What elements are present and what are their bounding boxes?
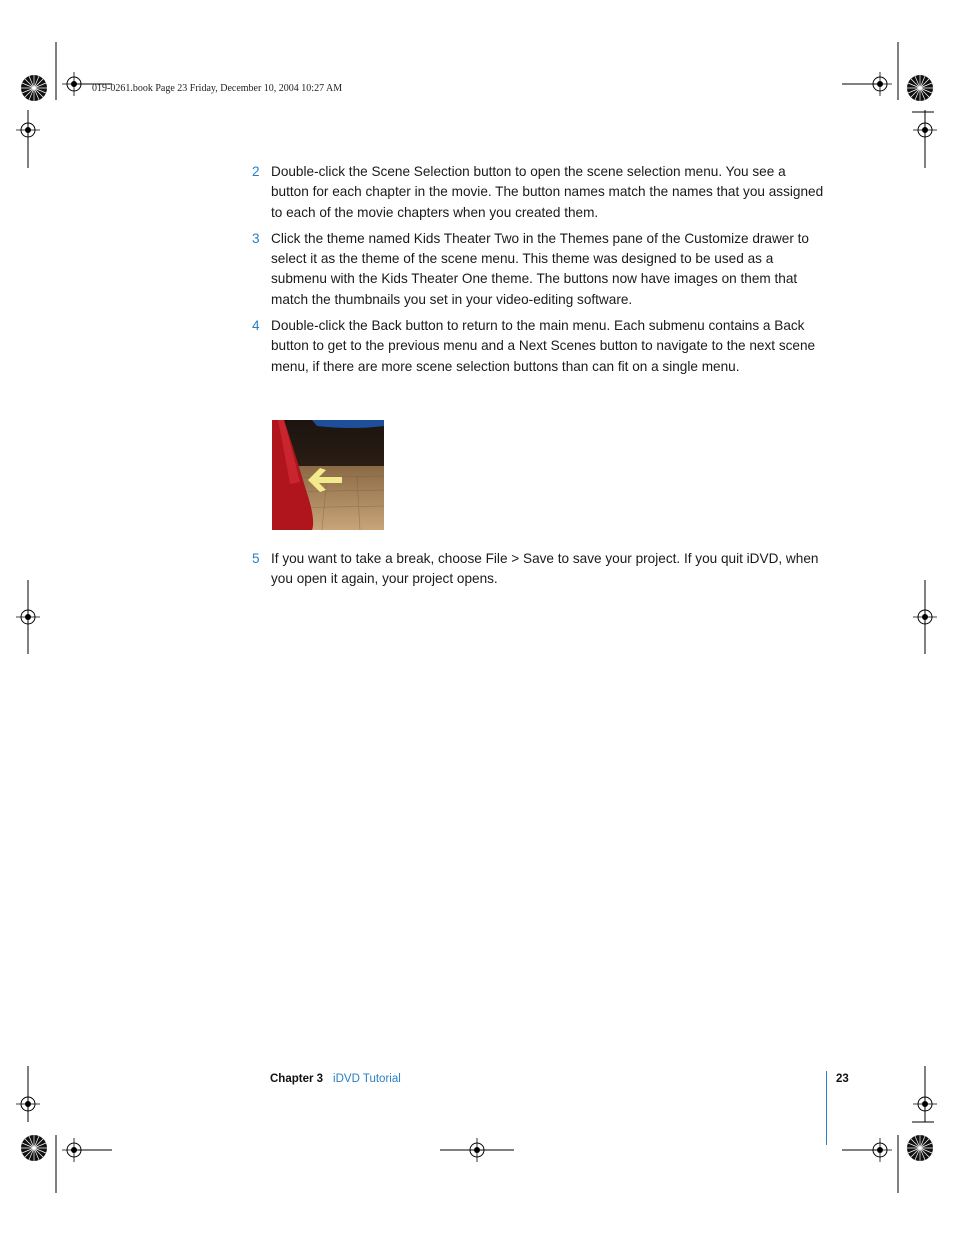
step-item (252, 549, 827, 590)
step-item (252, 229, 827, 310)
back-button-image (272, 420, 384, 530)
step-number: 3 (252, 230, 260, 246)
step-item (252, 162, 827, 223)
print-header: 019-0261.book Page 23 Friday, December 10, 2004 10:27 AM (92, 83, 343, 94)
step-item (252, 316, 827, 377)
step-list-continued (252, 549, 827, 596)
step-number: 4 (252, 318, 260, 334)
step-text: Click the theme named Kids Theater Two in the Themes pane of the Customize drawer to select it as the theme of the scene menu. This theme was designed to be used as a submenu with the Kids Theater One theme. The buttons now have images on them that match the thumbnails you set in your video-editing software. (271, 230, 809, 307)
step-text: Double-click the Scene Selection button to open the scene selection menu. You see a button for each chapter in the movie. The button names match the names that you assigned to each of the movie chapters when you created them. (271, 164, 824, 220)
step-number: 5 (252, 551, 260, 566)
step-text: Double-click the Back button to return to the main menu. Each submenu contains a Back button to get to the previous menu and a Next Scenes button to navigate to the next scene menu, if there are more scene selection buttons than can fit on a single menu. (271, 318, 816, 374)
chapter-label: Chapter 3 (270, 1073, 324, 1085)
step-number: 2 (252, 164, 260, 179)
footer-divider (826, 1071, 827, 1145)
step-text: If you want to take a break, choose File > Save to save your project. If you quit iDVD, when you open it again, your project opens. (271, 551, 819, 587)
step-list (252, 162, 827, 383)
page-number: 23 (836, 1073, 849, 1085)
chapter-title: iDVD Tutorial (333, 1073, 401, 1085)
footer-chapter (270, 1073, 401, 1085)
